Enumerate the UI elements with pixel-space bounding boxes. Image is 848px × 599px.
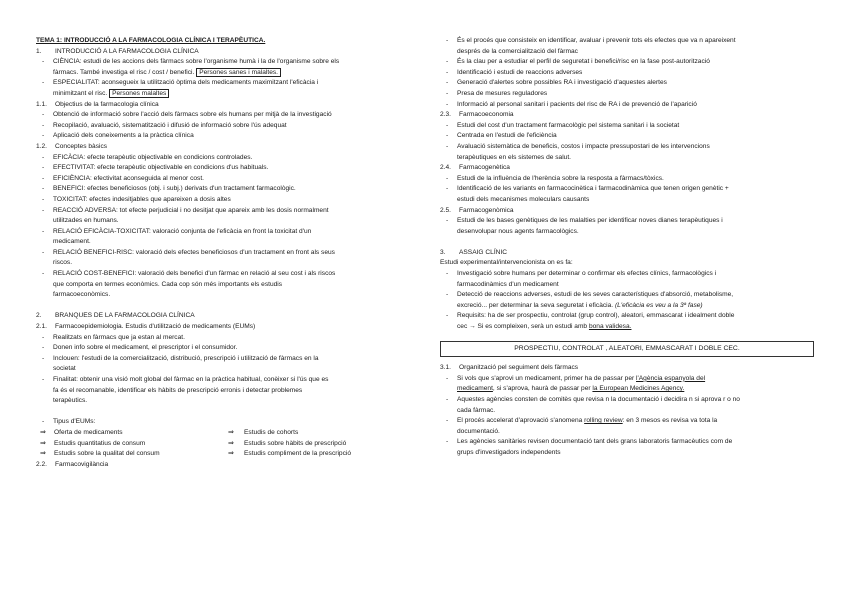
spacer bbox=[440, 237, 814, 248]
right-column bbox=[440, 36, 814, 459]
underlined-text: la European Medicines Agency. bbox=[592, 385, 685, 393]
list-item: - És el procés que consisteix en identificar, avaluar i prevenir tots els efectes que va n apareixent bbox=[440, 36, 814, 47]
list-item-continued: desenvolupar nous agents farmacològics. bbox=[457, 227, 579, 235]
list-item: - Realitzats en fàrmacs que ja estan al mercat. bbox=[36, 333, 408, 344]
section-number: 1. bbox=[36, 47, 42, 55]
text: cec → Si es compleixen, serà un estudi amb bbox=[457, 323, 588, 331]
text: , si s'aprova, haurà de passar per bbox=[492, 385, 591, 393]
section-number: 2.5. bbox=[440, 206, 451, 214]
list-item: - Donen info sobre el medicament, el prescriptor i el consumidor. bbox=[36, 343, 408, 354]
list-item: - EFICÀCIA: efecte terapèutic objectivable en condicions controlades. bbox=[36, 153, 408, 164]
list-item: - RELACIÓ EFICÀCIA-TOXICITAT: valoració conjunta de l'eficàcia en front la toxicitat d'un bbox=[36, 227, 408, 238]
section-number: 3. bbox=[440, 248, 446, 256]
list-item: - CIÈNCIA: estudi de les accions dels fàrmacs sobre l'organisme humà i la de l'organisme sobre els bbox=[36, 57, 408, 68]
arrow-right-icon: ⇒ bbox=[40, 439, 46, 447]
list-item: - Identificació i estudi de reaccions adverses bbox=[440, 68, 814, 79]
section-number: 2. bbox=[36, 312, 42, 320]
arrow-right-icon: ⇒ bbox=[40, 428, 46, 436]
list-item bbox=[440, 416, 814, 427]
underlined-text: l'Agència espanyola del bbox=[636, 374, 706, 382]
section-title: Organització pel seguiment dels fàrmacs bbox=[459, 364, 579, 372]
boxed-note: Persones sanes i malaltes. bbox=[196, 68, 281, 77]
type-item: Estudis compliment de la prescripció bbox=[244, 450, 352, 458]
section-3-heading bbox=[440, 248, 814, 259]
underlined-text: medicament bbox=[457, 385, 493, 393]
list-item-continued: documentació. bbox=[457, 427, 500, 435]
text: : en 3 mesos es revisa va tota la bbox=[622, 417, 718, 425]
type-item: Estudis quantitatius de consum bbox=[54, 439, 146, 447]
type-item: Estudis sobre la qualitat del consum bbox=[54, 450, 160, 458]
list-item: - Aplicació dels coneixements a la pràctica clínica bbox=[36, 131, 408, 142]
section-title: Objectius de la farmacologia clínica bbox=[55, 100, 159, 108]
list-item-continued: després de la comercialització del fàrmac bbox=[457, 47, 578, 55]
list-item: - Detecció de reaccions adverses, estudi de les seves característiques d'absorció, metabolisme, bbox=[440, 290, 814, 301]
list-item-continued bbox=[36, 89, 408, 100]
document-title: TEMA 1: INTRODUCCIÓ A LA FARMACOLOGIA CLÍNICA I TERAPÈUTICA. bbox=[36, 37, 266, 44]
list-item-continued: societat bbox=[53, 365, 76, 373]
subsection-3-1-heading bbox=[440, 363, 814, 374]
section-title: Farmacoeconomia bbox=[459, 111, 514, 119]
list-item-continued bbox=[440, 384, 814, 395]
list-item bbox=[440, 374, 814, 385]
section-title: ASSAIG CLÍNIC bbox=[459, 248, 508, 256]
spacer bbox=[36, 407, 408, 418]
section-title: Farmacoepidemiologia. Estudis d'utilització de medicaments (EUMs) bbox=[55, 323, 256, 331]
text: excreció... per determinar la seva seguretat i eficàcia. bbox=[457, 301, 614, 309]
list-item: - Investigació sobre humans per determinar o confirmar els efectes clínics, farmacològics i bbox=[440, 269, 814, 280]
types-heading: - Tipus d'EUMs: bbox=[36, 417, 408, 428]
left-column bbox=[36, 36, 408, 470]
section-title: Farmacovigilància bbox=[55, 460, 109, 468]
list-item: - Recopilació, avaluació, sistematització i difusió de informació sobre l'ús adequat bbox=[36, 121, 408, 132]
list-item-continued: fa és el recomanable, identificar els hàbits de prescripció erronis i detectar problemes bbox=[53, 386, 303, 394]
section-number: 1.1. bbox=[36, 100, 47, 108]
list-item-continued bbox=[440, 301, 814, 312]
list-item: - Inclouen: l'estudi de la comercialització, distribució, prescripció i utilització de fàrmacs en la bbox=[36, 354, 408, 365]
list-item: - Identificació de les variants en farmacocinètica i farmacodinàmica que tenen origen genètic + bbox=[440, 184, 814, 195]
list-item-continued: riscos. bbox=[53, 259, 73, 267]
list-item-continued: medicament. bbox=[53, 238, 91, 246]
underlined-text: rolling review bbox=[584, 417, 623, 425]
section-number: 3.1. bbox=[440, 364, 451, 372]
section-1-heading bbox=[36, 47, 408, 58]
spacer bbox=[36, 301, 408, 312]
arrow-right-icon: ⇒ bbox=[40, 450, 46, 458]
section-title: Conceptes bàsics bbox=[55, 142, 108, 150]
list-item: - Les agències sanitàries revisen documentació tant dels grans laboratoris farmacèutics com de bbox=[440, 437, 814, 448]
arrow-right-icon: ⇒ bbox=[228, 450, 234, 458]
type-item: Oferta de medicaments bbox=[54, 428, 123, 436]
list-item-continued: utilitzades en humans. bbox=[53, 217, 119, 225]
section-number: 2.4. bbox=[440, 164, 451, 172]
list-item: - EFECTIVITAT: efecte terapèutic objectivable en condicions d'us habituals. bbox=[36, 163, 408, 174]
list-item: - Avaluació sistemàtica de beneficis, costos i impacte pressupostari de les intervencions bbox=[440, 142, 814, 153]
list-item-continued bbox=[36, 68, 408, 79]
section-number: 2.3. bbox=[440, 111, 451, 119]
subsection-1-1-heading bbox=[36, 100, 408, 111]
list-item: - Generació d'alertes sobre possibles RA i investigació d'aquestes alertes bbox=[440, 78, 814, 89]
list-item: - Estudi de les bases genètiques de les malalties per identificar noves dianes terapèutiques i bbox=[440, 216, 814, 227]
text: Si vols que s'aprovi un medicament, primer ha de passar per bbox=[457, 374, 635, 382]
subsection-2-3-heading bbox=[440, 110, 814, 121]
list-item: - Estudi del cost d'un tractament farmacològic pel sistema sanitari i la societat bbox=[440, 121, 814, 132]
list-item-continued: farmacodinàmics d'un medicament bbox=[457, 280, 559, 288]
section-title: INTRODUCCIÓ A LA FARMACOLOGIA CLÍNICA bbox=[55, 47, 199, 55]
arrow-right-icon: ⇒ bbox=[228, 439, 234, 447]
intro-text: Estudi experimental/intervencionista on es fa: bbox=[440, 259, 573, 267]
section-number: 2.1. bbox=[36, 323, 47, 331]
list-item: - ESPECIALITAT: aconsegueix la utilització òptima dels medicaments maximitzant l'eficàcia i bbox=[36, 78, 408, 89]
section-title: Farmacogenòmica bbox=[459, 206, 514, 214]
list-item-continued: terapèutiques en els sistemes de salut. bbox=[457, 153, 571, 161]
list-item-continued bbox=[440, 322, 814, 333]
section-number: 2.2. bbox=[36, 460, 47, 468]
subsection-2-2-heading bbox=[36, 460, 408, 471]
underlined-text: bona validesa. bbox=[588, 323, 632, 331]
subsection-2-1-heading bbox=[36, 322, 408, 333]
list-item-continued: farmacoeconòmics. bbox=[53, 291, 111, 299]
section-number: 1.2. bbox=[36, 142, 47, 150]
types-row bbox=[36, 449, 408, 460]
list-item: - Finalitat: obtenir una visió molt global del fàrmac en la pràctica habitual, conèixer si l'ús que es bbox=[36, 375, 408, 386]
list-item: - Centrada en l'estudi de l'eficiència bbox=[440, 131, 814, 142]
list-item: - BENEFICI: efectes beneficiosos (obj. i subj.) derivats d'un tractament farmacològic. bbox=[36, 184, 408, 195]
arrow-right-icon: ⇒ bbox=[228, 428, 234, 436]
text: fàrmacs. També investiga el risc / cost / benefici. bbox=[53, 68, 195, 76]
subsection-2-4-heading bbox=[440, 163, 814, 174]
text: minimitzant el risc. bbox=[53, 89, 108, 97]
types-row bbox=[36, 439, 408, 450]
list-item: - RELACIÓ BENEFICI-RISC: valoració dels efectes beneficiosos d'un tractament en front als seus bbox=[36, 248, 408, 259]
list-item: - Presa de mesures reguladores bbox=[440, 89, 814, 100]
list-item: - RELACIÓ COST-BENEFICI: valoració dels benefici d'un fàrmac en relació al seu cost i als riscos bbox=[36, 269, 408, 280]
type-item: Estudis de cohorts bbox=[244, 428, 299, 436]
section-title: Farmacogenètica bbox=[459, 164, 510, 172]
requirements-banner: PROSPECTIU, CONTROLAT , ALEATORI, EMMASCARAT I DOBLE CEC. bbox=[440, 341, 814, 358]
subsection-2-5-heading bbox=[440, 206, 814, 217]
section-title: BRANQUES DE LA FARMACOLOGIA CLÍNICA bbox=[55, 312, 195, 320]
list-item: - REACCIÓ ADVERSA: tot efecte perjudicial i no desitjat que apareix amb les dosis normalment bbox=[36, 206, 408, 217]
boxed-note: Persones malaltes bbox=[109, 89, 169, 98]
list-item: - És la clau per a estudiar el perfil de seguretat i benefici/risc en la fase post-autorització bbox=[440, 57, 814, 68]
list-item: - Requisits: ha de ser prospectiu, controlat (grup control), aleatori, emmascarat i idealment doble bbox=[440, 311, 814, 322]
list-item: - Estudi de la influència de l'herència sobre la resposta a fàrmacs/tòxics. bbox=[440, 174, 814, 185]
list-item-continued: estudi dels mecanismes moleculars causants bbox=[457, 195, 590, 203]
list-item: - Informació al personal sanitari i pacients del risc de RA i de prevenció de l'aparició bbox=[440, 100, 814, 111]
types-row bbox=[36, 428, 408, 439]
list-item: - TOXICITAT: efectes indesitjables que apareixen a dosis altes bbox=[36, 195, 408, 206]
italic-note: (L'eficàcia es veu a la 3ª fase) bbox=[614, 301, 703, 309]
list-item-continued: terapèutics. bbox=[53, 397, 88, 405]
list-item: - Obtenció de informació sobre l'acció dels fàrmacs sobre els humans per mitjà de la investigació bbox=[36, 110, 408, 121]
list-item-continued: grups d'investigadors independents bbox=[457, 448, 561, 456]
type-item: Estudis sobre hàbits de prescripció bbox=[244, 439, 347, 447]
list-item-continued: cada fàrmac. bbox=[457, 406, 496, 414]
list-item-continued: que comporta en termes econòmics. Cada cop són més importants els estudis bbox=[53, 280, 283, 288]
list-item: - EFICIÈNCIA: efectivitat aconseguida al menor cost. bbox=[36, 174, 408, 185]
text: El procés accelerat d'aprovació s'anomena bbox=[457, 417, 583, 425]
subsection-1-2-heading bbox=[36, 142, 408, 153]
list-item: - Aquestes agències consten de comitès que revisa n la documentació i decidira n si aprova r o no bbox=[440, 395, 814, 406]
section-2-heading bbox=[36, 311, 408, 322]
